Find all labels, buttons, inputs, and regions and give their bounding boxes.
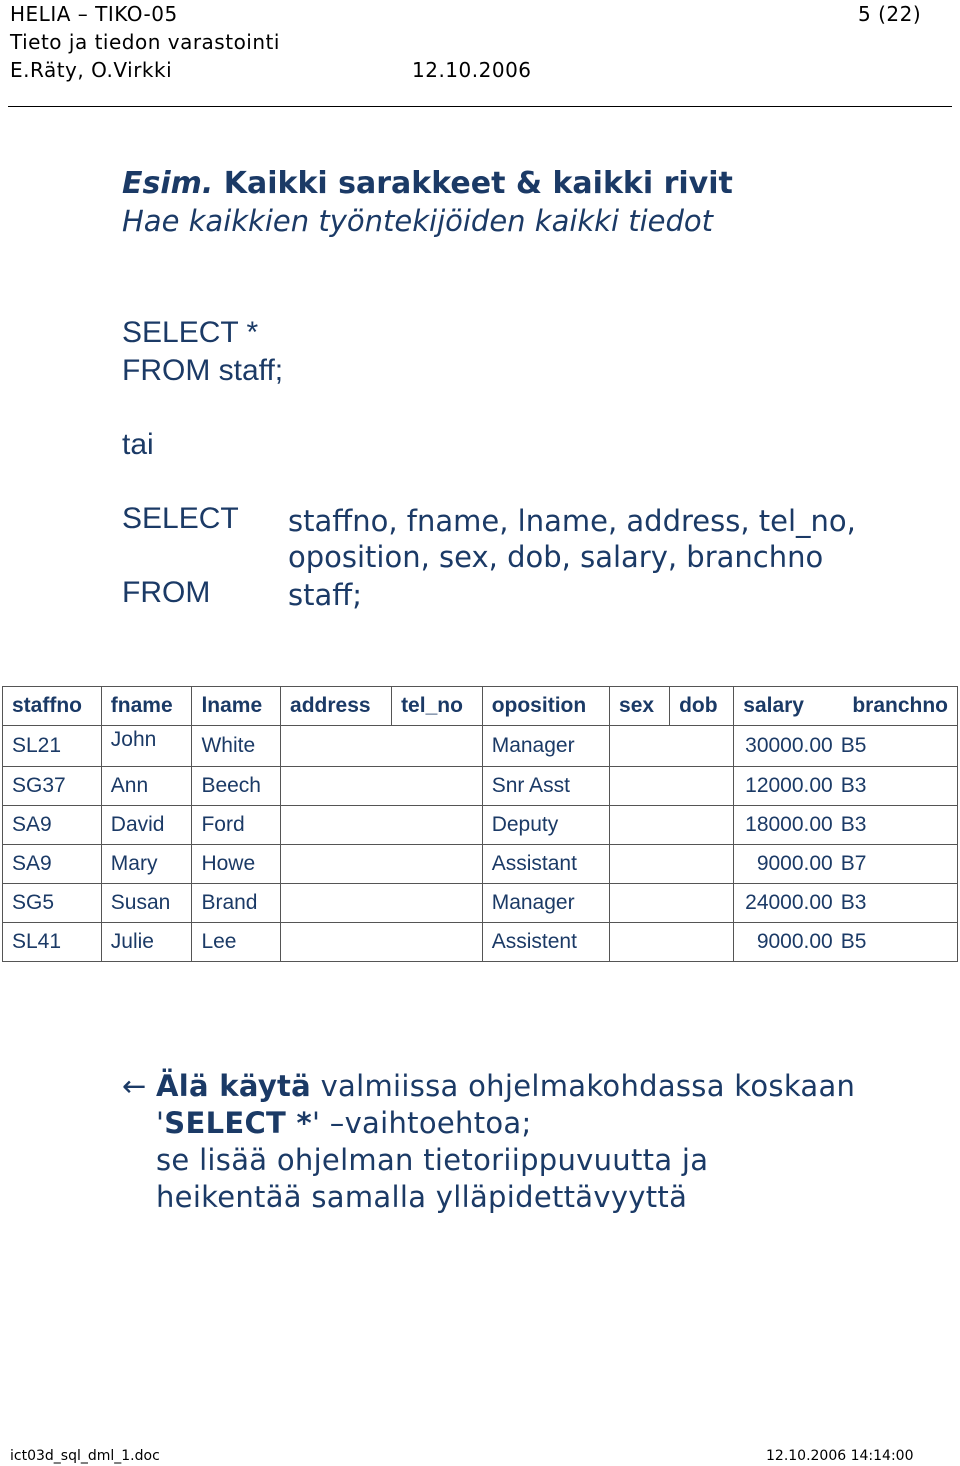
- cell-fname: Mary: [101, 845, 192, 884]
- staff-result-table: [2, 686, 958, 962]
- footer-filename: ict03d_sql_dml_1.doc: [10, 1448, 160, 1464]
- cell-lname: White: [192, 726, 281, 767]
- cell-branchno: B7: [837, 845, 958, 884]
- header-date: 12.10.2006: [412, 58, 532, 82]
- example-title: [122, 166, 733, 201]
- table-row: [3, 806, 958, 845]
- cell-sex: [610, 923, 734, 962]
- cell-branchno: B3: [837, 806, 958, 845]
- column-header: salary: [734, 687, 837, 726]
- left-arrow-icon: ←: [122, 1069, 147, 1103]
- table-row: [3, 923, 958, 962]
- cell-sex: [610, 845, 734, 884]
- cell-oposition: Manager: [482, 884, 609, 923]
- cell-address: [281, 845, 483, 884]
- sql2-select-keyword: SELECT: [122, 502, 239, 535]
- column-header: tel_no: [392, 687, 483, 726]
- column-header: sex: [610, 687, 670, 726]
- cell-sex: [610, 726, 734, 767]
- cell-lname: Lee: [192, 923, 281, 962]
- table-row: [3, 845, 958, 884]
- cell-staffno: SL21: [3, 726, 102, 767]
- cell-address: [281, 884, 483, 923]
- table-row: [3, 884, 958, 923]
- table-row: [3, 767, 958, 806]
- column-header: fname: [101, 687, 192, 726]
- cell-oposition: Snr Asst: [482, 767, 609, 806]
- cell-fname: David: [101, 806, 192, 845]
- warning-note: [122, 1068, 855, 1216]
- cell-lname: Brand: [192, 884, 281, 923]
- header-divider: [8, 106, 952, 107]
- cell-branchno: B5: [837, 726, 958, 767]
- note-line-4: heikentää samalla ylläpidettävyyttä: [156, 1180, 688, 1214]
- example-subtitle: Hae kaikkien työntekijöiden kaikki tiedot: [122, 204, 714, 238]
- cell-sex: [610, 884, 734, 923]
- sql2-select-columns-line2: oposition, sex, dob, salary, branchno: [288, 540, 824, 574]
- table-header-row: [3, 687, 958, 726]
- cell-salary: 9000.00: [734, 923, 837, 962]
- sql2-from-table: staff;: [288, 578, 363, 612]
- cell-salary: 30000.00: [734, 726, 837, 767]
- column-header: lname: [192, 687, 281, 726]
- sql1-from: FROM staff;: [122, 354, 284, 387]
- sql1-select: SELECT *: [122, 316, 259, 349]
- column-header: staffno: [3, 687, 102, 726]
- cell-oposition: Manager: [482, 726, 609, 767]
- cell-address: [281, 923, 483, 962]
- cell-oposition: Deputy: [482, 806, 609, 845]
- cell-staffno: SG5: [3, 884, 102, 923]
- cell-sex: [610, 806, 734, 845]
- table-row: [3, 726, 958, 767]
- header-course: HELIA – TIKO-05: [10, 2, 178, 26]
- cell-staffno: SA9: [3, 845, 102, 884]
- cell-lname: Howe: [192, 845, 281, 884]
- note-line-3: se lisää ohjelman tietoriippuvuutta ja: [156, 1143, 709, 1177]
- note-line-2: [122, 1105, 855, 1142]
- column-header: address: [281, 687, 392, 726]
- cell-salary: 24000.00: [734, 884, 837, 923]
- example-prefix: Esim.: [122, 166, 214, 201]
- cell-fname: John: [101, 726, 192, 767]
- example-heading: Kaikki sarakkeet & kaikki rivit: [213, 166, 733, 201]
- cell-staffno: SA9: [3, 806, 102, 845]
- cell-salary: 18000.00: [734, 806, 837, 845]
- cell-branchno: B3: [837, 884, 958, 923]
- column-header: oposition: [482, 687, 609, 726]
- header-subject: Tieto ja tiedon varastointi: [10, 30, 280, 54]
- sql2-select-columns-line1: staffno, fname, lname, address, tel_no,: [288, 504, 856, 538]
- or-label: tai: [122, 428, 154, 461]
- note-quote: ': [156, 1106, 165, 1140]
- note-code: SELECT *: [164, 1106, 312, 1140]
- note-line-1: [122, 1068, 855, 1105]
- cell-oposition: Assistent: [482, 923, 609, 962]
- cell-salary: 12000.00: [734, 767, 837, 806]
- cell-lname: Beech: [192, 767, 281, 806]
- cell-lname: Ford: [192, 806, 281, 845]
- cell-staffno: SL41: [3, 923, 102, 962]
- cell-sex: [610, 767, 734, 806]
- cell-address: [281, 806, 483, 845]
- cell-address: [281, 767, 483, 806]
- note-emphasis: Älä käytä: [156, 1069, 312, 1103]
- cell-fname: Susan: [101, 884, 192, 923]
- footer-datetime: 12.10.2006 14:14:00: [766, 1448, 914, 1464]
- cell-fname: Julie: [101, 923, 192, 962]
- column-header: dob: [670, 687, 734, 726]
- sql2-from-keyword: FROM: [122, 576, 211, 609]
- cell-branchno: B5: [837, 923, 958, 962]
- cell-branchno: B3: [837, 767, 958, 806]
- header-authors: E.Räty, O.Virkki: [10, 58, 173, 82]
- cell-salary: 9000.00: [734, 845, 837, 884]
- column-header: branchno: [837, 687, 958, 726]
- cell-fname: Ann: [101, 767, 192, 806]
- cell-staffno: SG37: [3, 767, 102, 806]
- note-text: ' –vaihtoehtoa;: [312, 1106, 532, 1140]
- note-text: valmiissa ohjelmakohdassa koskaan: [311, 1069, 856, 1103]
- cell-address: [281, 726, 483, 767]
- cell-oposition: Assistant: [482, 845, 609, 884]
- header-page-number: 5 (22): [858, 2, 922, 26]
